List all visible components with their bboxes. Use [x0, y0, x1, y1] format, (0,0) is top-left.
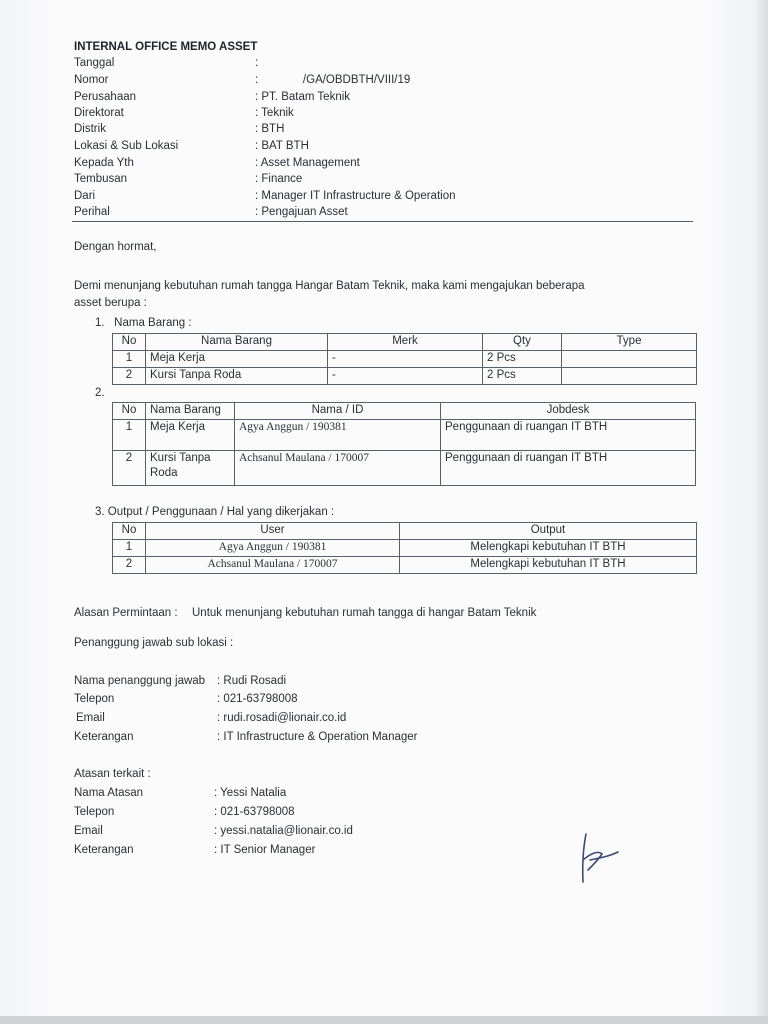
- atasan-value-email: : yessi.natalia@lionair.co.id: [214, 825, 353, 837]
- atasan-value-nama: : Yessi Natalia: [214, 787, 287, 799]
- column-header-user: User: [146, 523, 400, 540]
- header-divider: [72, 221, 693, 222]
- field-label-direktorat: Direktorat: [74, 107, 124, 119]
- cell-nama-barang-line1: Kursi Tanpa: [150, 452, 211, 464]
- cell-no: 1: [113, 540, 146, 557]
- field-label-distrik: Distrik: [74, 123, 106, 135]
- field-value-perusahaan: : PT. Batam Teknik: [255, 91, 351, 103]
- table-row: [113, 420, 696, 451]
- cell-nama-barang: [146, 420, 235, 451]
- table-header-row: [113, 403, 696, 420]
- penanggung-heading: Penanggung jawab sub lokasi :: [74, 637, 234, 649]
- field-value-tanggal: :: [255, 57, 259, 69]
- cell-nama-barang: Meja Kerja: [146, 351, 328, 368]
- greeting: Dengan hormat,: [74, 241, 157, 253]
- cell-merk: -: [328, 351, 483, 368]
- field-label-nomor: Nomor: [74, 74, 109, 86]
- field-label-lokasi: Lokasi & Sub Lokasi: [74, 140, 179, 152]
- field-value-direktorat: : Teknik: [255, 107, 294, 119]
- column-header-qty: Qty: [483, 334, 562, 351]
- section3-label: 3. Output / Penggunaan / Hal yang dikerjakan :: [95, 506, 335, 518]
- cell-jobdesk: Penggunaan di ruangan IT BTH: [441, 420, 696, 451]
- field-value-lokasi: : BAT BTH: [255, 140, 309, 152]
- table-header-row: [113, 334, 697, 351]
- column-header-type: Type: [562, 334, 697, 351]
- cell-nama-barang: Kursi Tanpa Roda: [146, 368, 328, 385]
- penanggung-label-nama: Nama penanggung jawab: [74, 675, 206, 687]
- cell-user: Agya Anggun / 190381: [146, 540, 400, 557]
- scan-bottom-edge: [0, 1016, 768, 1024]
- table-header-row: [113, 523, 697, 540]
- column-header-no: No: [113, 523, 146, 540]
- atasan-label-email: Email: [74, 825, 103, 837]
- penanggung-value-email: : rudi.rosadi@lionair.co.id: [217, 712, 347, 724]
- alasan-label: Alasan Permintaan :: [74, 607, 178, 619]
- cell-no: 1: [113, 420, 146, 451]
- field-label-perihal: Perihal: [74, 206, 110, 218]
- cell-nama-barang-line1: Meja Kerja: [150, 421, 205, 433]
- intro-line-1: Demi menunjang kebutuhan rumah tangga Hangar Batam Teknik, maka kami mengajukan beberapa: [74, 280, 585, 292]
- section1-label: 1. Nama Barang :: [95, 317, 192, 329]
- cell-type: [562, 351, 697, 368]
- atasan-heading: Atasan terkait :: [74, 768, 151, 780]
- field-label-kepada: Kepada Yth: [74, 157, 134, 169]
- cell-output: Melengkapi kebutuhan IT BTH: [400, 557, 697, 574]
- cell-type: [562, 368, 697, 385]
- handwritten-signature: [572, 830, 632, 890]
- penanggung-label-email: Email: [76, 712, 105, 724]
- cell-no: 2: [113, 451, 146, 486]
- cell-merk: -: [328, 368, 483, 385]
- table-row: [113, 351, 697, 368]
- cell-nama-id: Agya Anggun / 190381: [235, 420, 441, 451]
- column-header-nama-barang: Nama Barang: [146, 403, 235, 420]
- field-value-dari: : Manager IT Infrastructure & Operation: [255, 190, 456, 202]
- cell-no: 2: [113, 557, 146, 574]
- field-label-perusahaan: Perusahaan: [74, 91, 137, 103]
- field-label-dari: Dari: [74, 190, 96, 202]
- field-value-tembusan: : Finance: [255, 173, 303, 185]
- cell-no: 1: [113, 351, 146, 368]
- table-row: [113, 557, 697, 574]
- cell-output: Melengkapi kebutuhan IT BTH: [400, 540, 697, 557]
- column-header-no: No: [113, 403, 146, 420]
- cell-jobdesk: Penggunaan di ruangan IT BTH: [441, 451, 696, 486]
- field-label-tanggal: Tanggal: [74, 57, 115, 69]
- intro-line-2: asset berupa :: [74, 297, 147, 309]
- column-header-nama-id: Nama / ID: [235, 403, 441, 420]
- cell-user: Achsanul Maulana / 170007: [146, 557, 400, 574]
- column-header-merk: Merk: [328, 334, 483, 351]
- section2-label: 2.: [95, 387, 105, 399]
- table-row: [113, 451, 696, 486]
- field-value-perihal: : Pengajuan Asset: [255, 206, 348, 218]
- penanggung-value-telepon: : 021-63798008: [217, 693, 298, 705]
- output-table: [112, 522, 697, 574]
- asset-table: [112, 333, 697, 385]
- penanggung-label-telepon: Telepon: [74, 693, 115, 705]
- cell-nama-id: Achsanul Maulana / 170007: [235, 451, 441, 486]
- atasan-value-keterangan: : IT Senior Manager: [214, 844, 316, 856]
- atasan-label-nama: Nama Atasan: [74, 787, 144, 799]
- column-header-jobdesk: Jobdesk: [441, 403, 696, 420]
- penanggung-value-keterangan: : IT Infrastructure & Operation Manager: [217, 731, 418, 743]
- atasan-label-telepon: Telepon: [74, 806, 115, 818]
- column-header-nama-barang: Nama Barang: [146, 334, 328, 351]
- cell-qty: 2 Pcs: [483, 351, 562, 368]
- atasan-label-keterangan: Keterangan: [74, 844, 134, 856]
- field-value-distrik: : BTH: [255, 123, 285, 135]
- cell-nama-barang: [146, 451, 235, 486]
- memo-title: INTERNAL OFFICE MEMO ASSET: [74, 41, 258, 53]
- table-row: [113, 368, 697, 385]
- alasan-value: Untuk menunjang kebutuhan rumah tangga di hangar Batam Teknik: [192, 607, 537, 619]
- column-header-no: No: [113, 334, 146, 351]
- field-value-kepada: : Asset Management: [255, 157, 360, 169]
- penanggung-label-keterangan: Keterangan: [74, 731, 134, 743]
- atasan-value-telepon: : 021-63798008: [214, 806, 295, 818]
- table-row: [113, 540, 697, 557]
- user-table: [112, 402, 696, 486]
- cell-qty: 2 Pcs: [483, 368, 562, 385]
- cell-nama-barang-line2: Roda: [150, 467, 178, 479]
- field-label-tembusan: Tembusan: [74, 173, 128, 185]
- field-value-nomor: : /GA/OBDBTH/VIII/19: [255, 74, 411, 86]
- column-header-output: Output: [400, 523, 697, 540]
- penanggung-value-nama: : Rudi Rosadi: [217, 675, 287, 687]
- cell-no: 2: [113, 368, 146, 385]
- page-edge-shadow: [754, 0, 768, 1024]
